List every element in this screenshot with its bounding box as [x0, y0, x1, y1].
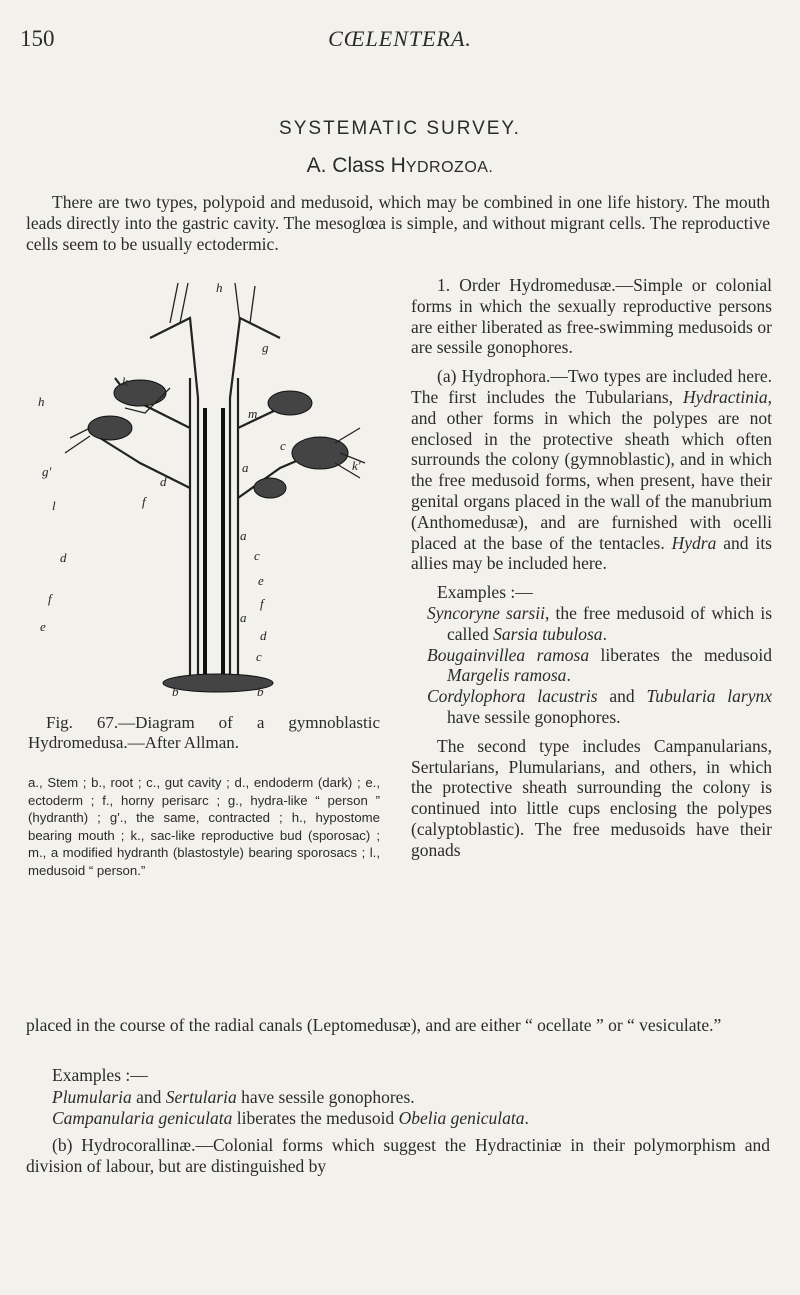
svg-text:c: c — [254, 548, 260, 563]
hydrocorallinae-paragraph: (b) Hydrocorallinæ.—Colonial forms which suggest the Hydractiniæ in their polymorphism and division of labour, but are distinguished by — [26, 1135, 770, 1176]
svg-text:f: f — [48, 591, 52, 606]
svg-text:h: h — [216, 280, 223, 295]
svg-text:b: b — [257, 684, 264, 698]
svg-text:d: d — [260, 628, 267, 643]
examples-heading-2: Examples :— — [52, 1065, 148, 1085]
svg-text:a: a — [240, 528, 247, 543]
examples-list — [411, 603, 772, 728]
svg-text:c: c — [280, 438, 286, 453]
page-number: 150 — [20, 26, 55, 51]
running-title: CŒLENTERA. — [328, 26, 472, 51]
svg-text:d: d — [160, 474, 167, 489]
svg-text:l: l — [52, 498, 56, 513]
example-item: Syncoryne sarsii, the free medusoid of which is called Sarsia tubulosa. — [427, 602, 773, 644]
right-column-text — [411, 275, 772, 861]
example-item: Cordylophora lacustris and Tubularia larynx have sessile gonophores. — [427, 686, 772, 727]
svg-text:k': k' — [352, 458, 361, 473]
figure-caption-title: Fig. 67.—Diagram of a gymnoblastic Hydromedusa.—After Allman. — [28, 713, 380, 752]
svg-text:f: f — [142, 494, 146, 509]
running-head — [20, 26, 780, 56]
example-item: Bougainvillea ramosa liberates the medusoid Margelis ramosa. — [427, 644, 772, 686]
example-item: Campanularia geniculata liberates the medusoid Obelia geniculata. — [52, 1108, 529, 1128]
example-item: Plumularia and Sertularia have sessile gonophores. — [52, 1087, 415, 1107]
class-heading: A. Class HYDROZOA. — [306, 154, 494, 177]
svg-text:a: a — [240, 610, 247, 625]
svg-text:k: k — [122, 374, 128, 389]
section-heading: SYSTEMATIC SURVEY. — [279, 118, 521, 139]
svg-text:e: e — [40, 619, 46, 634]
svg-text:e: e — [258, 573, 264, 588]
order-paragraph: 1. Order Hydromedusæ.—Simple or colonial forms in which the sexually reproductive persons are either liberated as free-swimming medusoids or are sessile gonophores. — [411, 275, 772, 358]
svg-text:c: c — [256, 649, 262, 664]
figure-caption-legend: a., Stem ; b., root ; c., gut cavity ; d., endoderm (dark) ; e., ectoderm ; f., horny perisarc ; g., hydra-like “ person ” (hydranth) ; g'., the same, contracted ; h., hypostome bearing mouth ; k., sac-like reproductive bud (sporosac) ; m., a modified hydranth (blastostyle) bearing sporosacs ; l., medusoid “ person.” — [28, 775, 380, 878]
second-type-continuation: placed in the course of the radial canals (Leptomedusæ), and are either “ ocellate ” or “ vesiculate.” — [26, 1015, 722, 1035]
svg-text:b: b — [172, 684, 179, 698]
figure-labels — [38, 280, 361, 698]
intro-paragraph: There are two types, polypoid and medusoid, which may be combined in one life history. The mouth leads directly into the gastric cavity. The mesoglœa is simple, and without migrant cells. The reproductive cells seem to be usually ectodermic. — [26, 192, 770, 254]
second-type-paragraph: The second type includes Campanularians, Sertularians, Plumularians, and others, in which the protective sheath surrounding the colony is continued into little cups enclosing the polypes (calyptoblastic). The free medusoids have their gonads — [411, 735, 772, 860]
hydrophora-paragraph: (a) Hydrophora.—Two types are included here. The first includes the Tubularians, Hydractinia, and other forms in which the polypes are not enclosed in the protective sheath which often surrounds the colony (gymnoblastic), and in which the free medusoid forms, when present, have their genital organs placed in the wall of the manubrium (Anthomedusæ), and are furnished with ocelli placed at the base of the tentacles. Hydra and its allies may be included here. — [411, 366, 772, 574]
svg-text:a: a — [242, 460, 249, 475]
examples-heading: Examples :— — [437, 582, 533, 603]
svg-text:g': g' — [42, 464, 52, 479]
svg-text:g: g — [262, 340, 269, 355]
svg-text:m: m — [248, 406, 258, 421]
hydromedusa-diagram — [30, 278, 390, 698]
svg-text:f: f — [260, 596, 264, 611]
svg-text:d: d — [60, 550, 67, 565]
svg-text:h: h — [38, 394, 45, 409]
